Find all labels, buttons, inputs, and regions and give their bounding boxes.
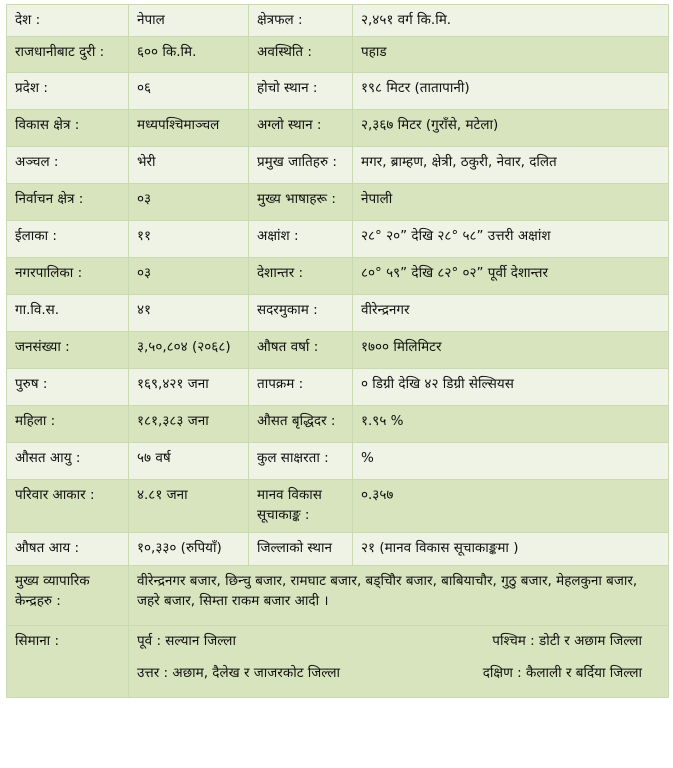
field-label: सदरमुकाम : [249, 295, 353, 332]
table-row [7, 406, 669, 443]
field-value: ४१ [129, 295, 249, 332]
table-row [7, 184, 669, 221]
field-label: क्षेत्रफल : [249, 5, 353, 37]
field-value: ० डिग्री देखि ४२ डिग्री सेल्सियस [353, 369, 669, 406]
field-label: औषत वर्षा : [249, 332, 353, 369]
market-row [7, 566, 669, 626]
table-row [7, 110, 669, 147]
table-row [7, 480, 669, 533]
field-label: अवस्थिति : [249, 37, 353, 73]
table-row [7, 369, 669, 406]
field-value: ४.८१ जना [129, 480, 249, 533]
border-north: उत्तर : अछाम, दैलेख र जाजरकोट जिल्ला [137, 665, 341, 681]
field-value: मगर, ब्राम्हण, क्षेत्री, ठकुरी, नेवार, दलित [353, 147, 669, 184]
field-value: ११ [129, 221, 249, 258]
border-row [7, 626, 669, 698]
table-row [7, 37, 669, 73]
field-value: ०.३५७ [353, 480, 669, 533]
field-label: पुरुष : [7, 369, 129, 406]
field-label: अक्षांश : [249, 221, 353, 258]
field-label: महिला : [7, 406, 129, 443]
field-label: प्रदेश : [7, 73, 129, 110]
field-label: निर्वाचन क्षेत्र : [7, 184, 129, 221]
field-label: अञ्चल : [7, 147, 129, 184]
field-value: ०६ [129, 73, 249, 110]
field-value: ३,५०,८०४ (२०६८) [129, 332, 249, 369]
field-label: मानव विकास सूचाकाङ्क : [249, 480, 353, 533]
field-value: १६९,४२१ जना [129, 369, 249, 406]
field-value: ६०० कि.मि. [129, 37, 249, 73]
field-value: नेपाल [129, 5, 249, 37]
field-value: वीरेन्द्रनगर [353, 295, 669, 332]
table-row [7, 5, 669, 37]
field-label: ईलाका : [7, 221, 129, 258]
field-value: ८०° ५९” देखि ८२° ०२” पूर्वी देशान्तर [353, 258, 669, 295]
field-label: प्रमुख जातिहरु : [249, 147, 353, 184]
table-row [7, 295, 669, 332]
border-west: पश्चिम : डोटी र अछाम जिल्ला [492, 633, 642, 649]
field-label: नगरपालिका : [7, 258, 129, 295]
field-value: १.९५ % [353, 406, 669, 443]
field-value: मध्यपश्चिमाञ्चल [129, 110, 249, 147]
table-row [7, 533, 669, 566]
field-value: भेरी [129, 147, 249, 184]
field-value: १८१,३८३ जना [129, 406, 249, 443]
table-row [7, 443, 669, 480]
field-label: देशान्तर : [249, 258, 353, 295]
field-value: २,३६७ मिटर (गुराँसे, मटेला) [353, 110, 669, 147]
field-label: मुख्य भाषाहरू : [249, 184, 353, 221]
field-label: जनसंख्या : [7, 332, 129, 369]
table-row [7, 221, 669, 258]
field-value: नेपाली [353, 184, 669, 221]
field-value: २१ (मानव विकास सूचाकाङ्कमा ) [353, 533, 669, 566]
field-label: गा.वि.स. [7, 295, 129, 332]
field-label: औसत आयु : [7, 443, 129, 480]
field-label: औसत बृद्धिदर : [249, 406, 353, 443]
market-label: मुख्य व्यापारिक केन्द्रहरु : [7, 566, 129, 626]
border-east: पूर्व : सल्यान जिल्ला [137, 633, 236, 649]
market-value: वीरेन्द्रनगर बजार, छिन्चु बजार, रामघाट बजार, बड्चिौर बजार, बाबियाचौर, गुठु बजार, मेहलकुना बजार, जहरे बजार, सिम्ता राकम बजार आदी । [129, 566, 669, 626]
field-value: % [353, 443, 669, 480]
table-row [7, 258, 669, 295]
field-label: अग्लो स्थान : [249, 110, 353, 147]
field-label: विकास क्षेत्र : [7, 110, 129, 147]
table-row [7, 332, 669, 369]
field-label: होचो स्थान : [249, 73, 353, 110]
field-value: ०३ [129, 258, 249, 295]
border-south: दक्षिण : कैलाली र बर्दिया जिल्ला [482, 665, 642, 681]
field-value: २८° २०” देखि २८° ५८” उत्तरी अक्षांश [353, 221, 669, 258]
field-label: राजधानीबाट दुरी : [7, 37, 129, 73]
district-profile-table [6, 4, 669, 698]
field-value: २,४५१ वर्ग कि.मि. [353, 5, 669, 37]
field-label: परिवार आकार : [7, 480, 129, 533]
field-label: तापक्रम : [249, 369, 353, 406]
border-label: सिमाना : [7, 626, 129, 698]
table-row [7, 147, 669, 184]
table-row [7, 73, 669, 110]
field-label: जिल्लाको स्थान [249, 533, 353, 566]
field-value: पहाड [353, 37, 669, 73]
border-value [129, 626, 669, 698]
field-value: १०,३३० (रुपियाँ) [129, 533, 249, 566]
field-label: कुल साक्षरता : [249, 443, 353, 480]
field-value: १९८ मिटर (तातापानी) [353, 73, 669, 110]
field-value: १७०० मिलिमिटर [353, 332, 669, 369]
field-value: ५७ वर्ष [129, 443, 249, 480]
field-value: ०३ [129, 184, 249, 221]
field-label: देश : [7, 5, 129, 37]
field-label: औषत आय : [7, 533, 129, 566]
